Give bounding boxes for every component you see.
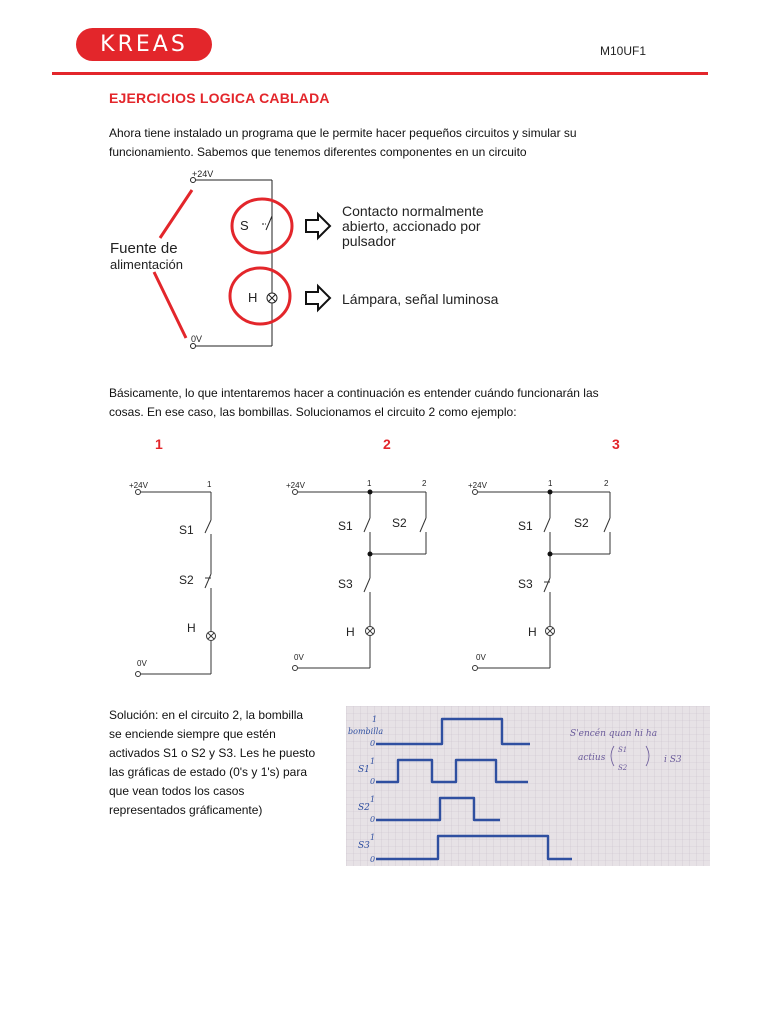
handwritten-note: S1 — [618, 746, 628, 754]
supply-top-label: +24V — [286, 481, 305, 490]
circuit-number: 1 — [155, 436, 163, 452]
supply-bottom-label: 0V — [294, 653, 304, 662]
switch-description: abierto, accionado por — [342, 218, 481, 234]
timing-row-label: S2 — [358, 803, 370, 813]
timing-diagram-photo — [346, 706, 710, 866]
junction-dot — [548, 552, 553, 557]
supply-top-label: +24V — [468, 481, 487, 490]
supply-bottom-label: 0V — [137, 659, 147, 668]
header-rule — [52, 72, 708, 75]
body-paragraph — [109, 384, 669, 422]
column-label: 1 — [548, 479, 553, 488]
high-level-label: 1 — [370, 795, 376, 804]
lamp-description: Lámpara, señal luminosa — [342, 291, 499, 307]
high-level-label: 1 — [372, 715, 378, 724]
s2-label: S2 — [574, 516, 589, 530]
s3-label: S3 — [518, 577, 533, 591]
low-level-label: 0 — [370, 815, 376, 824]
s1-label: S1 — [179, 523, 194, 537]
supply-bottom-label: 0V — [476, 653, 486, 662]
junction-dot — [368, 490, 373, 495]
s1-label: S1 — [518, 519, 533, 533]
s1-label: S1 — [338, 519, 353, 533]
circuit-number: 3 — [612, 436, 620, 452]
h-label: H — [346, 625, 355, 639]
s3-label: S3 — [338, 577, 353, 591]
high-level-label: 1 — [370, 757, 376, 766]
low-level-label: 0 — [370, 777, 376, 786]
source-label: Fuente de — [110, 240, 178, 257]
handwritten-note: S'encén quan hi ha — [570, 729, 658, 739]
high-level-label: 1 — [370, 833, 376, 842]
h-label: H — [187, 621, 196, 635]
handwritten-note: S2 — [618, 764, 628, 772]
kreas-logo: KREAS — [76, 28, 212, 61]
solution-line: Solución: en el circuito 2, la bombilla — [109, 708, 304, 722]
lamp-label: H — [248, 290, 258, 305]
junction-dot — [548, 490, 553, 495]
switch-description: pulsador — [342, 233, 396, 249]
timing-row-label: S3 — [358, 841, 370, 851]
column-label: 2 — [604, 479, 609, 488]
column-label: 2 — [422, 479, 427, 488]
low-level-label: 0 — [370, 739, 376, 748]
solution-line: representados gráficamente) — [109, 803, 263, 817]
timing-row-label: S1 — [358, 765, 370, 775]
h-label: H — [528, 625, 537, 639]
solution-line: que vean todos los casos — [109, 784, 245, 798]
solution-line: activados S1 o S2 y S3. Les he puesto — [109, 746, 316, 760]
handwritten-note: i S3 — [664, 755, 682, 765]
switch-label: S — [240, 218, 249, 233]
solution-line: las gráficas de estado (0's y 1's) para — [109, 765, 308, 779]
s2-label: S2 — [392, 516, 407, 530]
circuit-3-diagram — [462, 474, 622, 674]
intro-line: funcionamiento. Sabemos que tenemos diferentes componentes en un circuito — [109, 145, 527, 159]
junction-dot — [368, 552, 373, 557]
circuit-1-diagram — [125, 478, 245, 678]
page-title: EJERCICIOS LOGICA CABLADA — [109, 90, 330, 106]
components-diagram — [100, 168, 520, 368]
s2-label: S2 — [179, 573, 194, 587]
document-code: M10UF1 — [600, 44, 647, 58]
supply-top-label: +24V — [192, 169, 214, 179]
supply-top-label: +24V — [129, 481, 148, 490]
column-label: 1 — [207, 480, 212, 489]
handwritten-note: actius — [578, 753, 606, 763]
circuit-2-diagram — [282, 474, 442, 674]
circuit-number: 2 — [383, 436, 391, 452]
timing-row-label: bombilla — [348, 727, 384, 736]
timing-diagram — [346, 706, 710, 866]
supply-bottom-label: 0V — [191, 334, 203, 344]
body-line: cosas. En ese caso, las bombillas. Solucionamos el circuito 2 como ejemplo: — [109, 405, 517, 419]
solution-line: se enciende siempre que estén — [109, 727, 276, 741]
switch-description: Contacto normalmente — [342, 203, 484, 219]
column-label: 1 — [367, 479, 372, 488]
low-level-label: 0 — [370, 855, 376, 864]
intro-paragraph — [109, 124, 669, 162]
intro-line: Ahora tiene instalado un programa que le permite hacer pequeños circuitos y simular su — [109, 126, 577, 140]
body-line: Básicamente, lo que intentaremos hacer a continuación es entender cuándo funcionarán las — [109, 386, 599, 400]
source-label: alimentación — [110, 257, 183, 272]
solution-paragraph — [109, 706, 334, 820]
